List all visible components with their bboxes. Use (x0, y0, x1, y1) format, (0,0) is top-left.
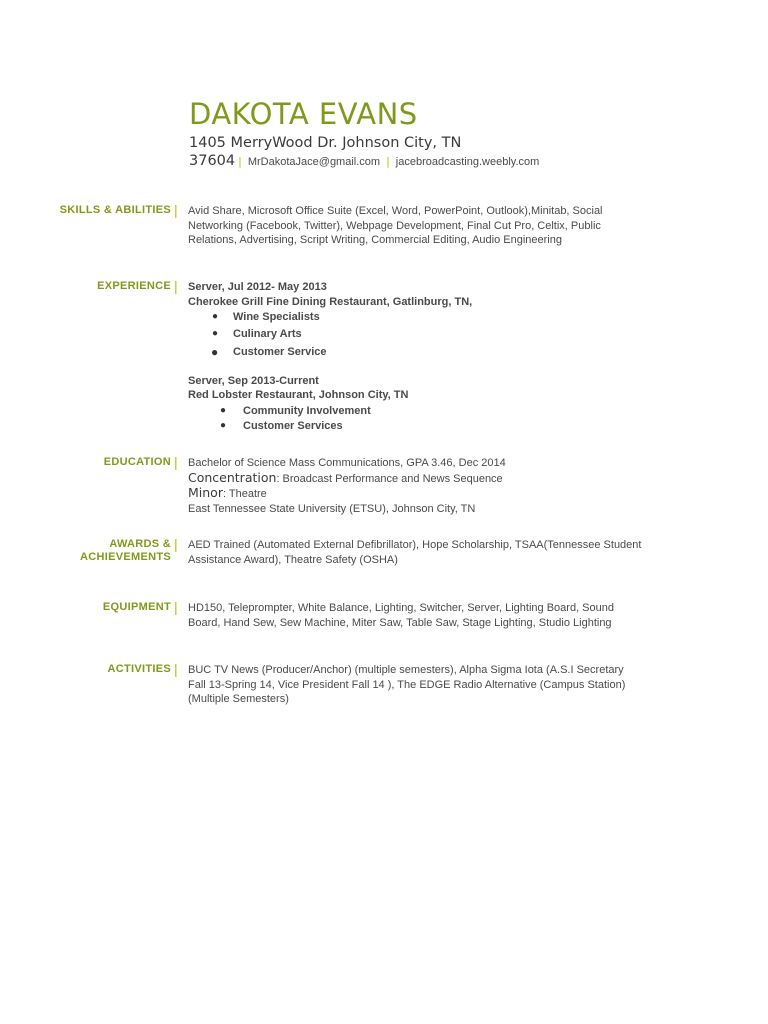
contact-line (189, 152, 709, 171)
skills-text: Avid Share, Microsoft Office Suite (Excel, Word, PowerPoint, Outlook),Minitab, Social Networking (Facebook, Twitter), Webpage Development, Final Cut Pro, Celtix, Public Relations, Advertising, Script Writing, Commercial Editing, Audio Engineering (188, 205, 603, 246)
education-content (188, 456, 643, 516)
list-item (188, 419, 643, 434)
section-label-skills: SKILLS & ABILITIES (59, 204, 171, 216)
awards-label-line1: AWARDS & (109, 538, 171, 550)
duty-text: Community Involvement (243, 404, 371, 417)
job-title: Server, Sep 2013-Current (188, 374, 319, 387)
list-item (188, 327, 643, 342)
contact-separator: | (386, 155, 390, 168)
section-bar: | (174, 278, 178, 294)
list-item (188, 310, 643, 325)
minor-value: : Theatre (222, 488, 267, 500)
activities-text: BUC TV News (Producer/Anchor) (multiple semesters), Alpha Sigma Iota (A.S.I Secretary Fall 13-Spring 14, Vice President Fall 14 ), The EDGE Radio Alternative (Campus Station) (Multiple Semesters) (188, 664, 626, 705)
address-line: 1405 MerryWood Dr. Johnson City, TN (189, 135, 462, 151)
job-duties-list (188, 310, 643, 360)
job-employer: Cherokee Grill Fine Dining Restaurant, Gatlinburg, TN, (188, 295, 473, 308)
duty-text: Customer Services (243, 420, 343, 432)
duty-text: Customer Service (233, 346, 327, 358)
awards-label-line2: ACHIEVEMENTS (80, 551, 171, 563)
duty-text: Wine Specialists (233, 311, 320, 323)
email-link[interactable]: MrDakotaJace@gmail.com (247, 156, 381, 168)
section-bar: | (174, 599, 178, 615)
equipment-text: HD150, Teleprompter, White Balance, Lighting, Switcher, Server, Lighting Board, Sound Board, Hand Sew, Sew Machine, Miter Saw, Table Saw, Stage Lighting, Studio Lighting (188, 602, 614, 629)
awards-text: AED Trained (Automated External Defibrillator), Hope Scholarship, TSAA(Tennessee Student Assistance Award), Theatre Safety (OSHA) (188, 539, 642, 566)
website-link[interactable]: jacebroadcasting.weebly.com (395, 156, 540, 168)
section-label-equipment: EQUIPMENT (102, 601, 171, 613)
duty-text: Culinary Arts (233, 327, 302, 340)
list-item (188, 404, 643, 419)
list-item (188, 345, 643, 360)
concentration-line (188, 471, 643, 487)
section-label-experience: EXPERIENCE (97, 280, 171, 292)
bullet-icon: ● (220, 420, 227, 431)
section-bar: | (174, 454, 178, 470)
section-label-awards (80, 538, 171, 564)
job-employer: Red Lobster Restaurant, Johnson City, TN (188, 389, 409, 401)
bullet-icon: ● (212, 311, 219, 322)
experience-content (188, 280, 643, 434)
minor-label: Minor (188, 485, 223, 500)
section-label-education: EDUCATION (103, 456, 171, 468)
bullet-icon: ● (211, 345, 219, 359)
bullet-icon: ● (212, 327, 219, 339)
concentration-label: Concentration (188, 469, 277, 485)
section-bar: | (174, 536, 178, 552)
contact-separator: | (238, 155, 242, 168)
job-duties-list (188, 404, 643, 434)
section-bar: | (174, 661, 178, 677)
minor-line (188, 486, 643, 502)
section-label-activities: ACTIVITIES (107, 663, 171, 675)
job-title: Server, Jul 2012- May 2013 (188, 281, 327, 293)
school-text: East Tennessee State University (ETSU), Johnson City, TN (188, 502, 476, 515)
concentration-value: : Broadcast Performance and News Sequence (276, 472, 503, 485)
degree-text: Bachelor of Science Mass Communications, GPA 3.46, Dec 2014 (188, 457, 506, 469)
resume-header (189, 96, 709, 171)
bullet-icon: ● (220, 404, 227, 416)
address-zip: 37604 (189, 153, 236, 169)
applicant-name: DAKOTA EVANS (189, 97, 418, 131)
section-bar: | (174, 202, 178, 218)
